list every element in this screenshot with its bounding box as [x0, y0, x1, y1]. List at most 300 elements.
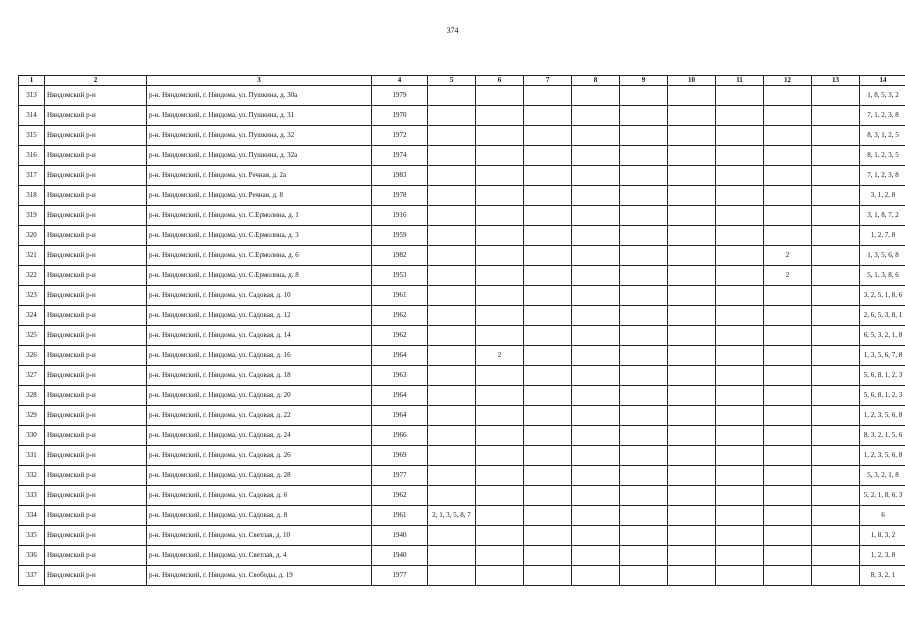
cell-col-10 — [668, 146, 716, 166]
cell-col-13 — [812, 346, 860, 366]
table-row — [19, 106, 905, 126]
cell-col-13 — [812, 406, 860, 426]
cell-col-10 — [668, 126, 716, 146]
cell-year: 1964 — [372, 406, 428, 426]
cell-col-8 — [572, 286, 620, 306]
column-header-5: 5 — [428, 76, 476, 86]
cell-col-5 — [428, 566, 476, 586]
cell-codes: 1, 2, 3, 5, 6, 8 — [860, 406, 905, 426]
cell-address: р-н. Няндомский, г. Няндома, ул. Садовая, д. 6 — [147, 486, 372, 506]
cell-col-10 — [668, 326, 716, 346]
cell-col-7 — [524, 566, 572, 586]
cell-col-10 — [668, 446, 716, 466]
cell-codes: 7, 1, 2, 3, 8 — [860, 106, 905, 126]
cell-codes: 7, 1, 2, 3, 8 — [860, 166, 905, 186]
cell-col-6 — [476, 326, 524, 346]
cell-col-5 — [428, 126, 476, 146]
cell-col-9 — [620, 386, 668, 406]
cell-col-13 — [812, 466, 860, 486]
cell-row-number: 326 — [19, 346, 45, 366]
column-header-9: 9 — [620, 76, 668, 86]
column-header-3: 3 — [147, 76, 372, 86]
cell-col-6 — [476, 106, 524, 126]
cell-codes: 2, 6, 5, 3, 8, 1 — [860, 306, 905, 326]
cell-col-9 — [620, 306, 668, 326]
cell-col-11 — [716, 126, 764, 146]
cell-year: 1977 — [372, 566, 428, 586]
cell-address: р-н. Няндомский, г. Няндома, ул. С.Ермолина, д. 1 — [147, 206, 372, 226]
table-row — [19, 326, 905, 346]
cell-col-10 — [668, 166, 716, 186]
cell-col-11 — [716, 166, 764, 186]
cell-col-11 — [716, 326, 764, 346]
cell-col-11 — [716, 366, 764, 386]
cell-row-number: 322 — [19, 266, 45, 286]
cell-district: Няндомский р-н — [45, 226, 147, 246]
cell-col-6 — [476, 306, 524, 326]
cell-col-13 — [812, 86, 860, 106]
cell-col-7 — [524, 366, 572, 386]
cell-col-12 — [764, 446, 812, 466]
cell-col-8 — [572, 506, 620, 526]
table-row — [19, 406, 905, 426]
cell-col-5 — [428, 266, 476, 286]
cell-col-7 — [524, 306, 572, 326]
cell-col-8 — [572, 266, 620, 286]
cell-col-11 — [716, 526, 764, 546]
cell-col-11 — [716, 86, 764, 106]
cell-col-13 — [812, 486, 860, 506]
cell-address: р-н. Няндомский, г. Няндома, ул. Речная, д. 8 — [147, 186, 372, 206]
cell-codes: 5, 3, 2, 1, 8 — [860, 466, 905, 486]
cell-col-11 — [716, 266, 764, 286]
cell-col-10 — [668, 526, 716, 546]
cell-col-7 — [524, 386, 572, 406]
cell-codes: 1, 2, 7, 8 — [860, 226, 905, 246]
cell-row-number: 332 — [19, 466, 45, 486]
cell-col-8 — [572, 406, 620, 426]
cell-col-8 — [572, 466, 620, 486]
cell-col-9 — [620, 366, 668, 386]
column-header-13: 13 — [812, 76, 860, 86]
cell-col-6 — [476, 286, 524, 306]
cell-district: Няндомский р-н — [45, 426, 147, 446]
cell-row-number: 323 — [19, 286, 45, 306]
cell-district: Няндомский р-н — [45, 306, 147, 326]
cell-district: Няндомский р-н — [45, 486, 147, 506]
cell-row-number: 319 — [19, 206, 45, 226]
cell-year: 1940 — [372, 526, 428, 546]
cell-district: Няндомский р-н — [45, 546, 147, 566]
cell-col-9 — [620, 566, 668, 586]
cell-col-9 — [620, 166, 668, 186]
cell-col-7 — [524, 326, 572, 346]
cell-col-12 — [764, 146, 812, 166]
cell-col-12 — [764, 546, 812, 566]
cell-col-12 — [764, 166, 812, 186]
table-row — [19, 286, 905, 306]
cell-district: Няндомский р-н — [45, 166, 147, 186]
cell-col-11 — [716, 106, 764, 126]
cell-col-11 — [716, 446, 764, 466]
cell-col-8 — [572, 126, 620, 146]
cell-col-9 — [620, 246, 668, 266]
cell-col-8 — [572, 246, 620, 266]
cell-col-7 — [524, 266, 572, 286]
table-body — [19, 86, 905, 586]
table-row — [19, 506, 905, 526]
cell-col-13 — [812, 326, 860, 346]
cell-col-12 — [764, 106, 812, 126]
cell-col-6 — [476, 126, 524, 146]
column-header-14: 14 — [860, 76, 905, 86]
cell-col-11 — [716, 566, 764, 586]
table-row — [19, 246, 905, 266]
cell-year: 1959 — [372, 226, 428, 246]
cell-col-6 — [476, 466, 524, 486]
table-row — [19, 486, 905, 506]
cell-col-6: 2 — [476, 346, 524, 366]
cell-address: р-н. Няндомский, г. Няндома, ул. Садовая, д. 20 — [147, 386, 372, 406]
cell-col-5 — [428, 486, 476, 506]
cell-district: Няндомский р-н — [45, 246, 147, 266]
cell-col-9 — [620, 286, 668, 306]
cell-col-11 — [716, 406, 764, 426]
cell-codes: 5, 6, 8, 1, 2, 3 — [860, 366, 905, 386]
table-header-row — [19, 76, 905, 86]
cell-col-6 — [476, 526, 524, 546]
cell-year: 1916 — [372, 206, 428, 226]
cell-col-12 — [764, 206, 812, 226]
cell-codes: 3, 1, 8, 7, 2 — [860, 206, 905, 226]
cell-col-10 — [668, 386, 716, 406]
cell-col-6 — [476, 206, 524, 226]
cell-district: Няндомский р-н — [45, 526, 147, 546]
cell-address: р-н. Няндомский, г. Няндома, ул. Садовая, д. 28 — [147, 466, 372, 486]
cell-year: 1964 — [372, 386, 428, 406]
cell-col-5 — [428, 526, 476, 546]
cell-col-11 — [716, 386, 764, 406]
cell-col-11 — [716, 466, 764, 486]
cell-col-9 — [620, 526, 668, 546]
cell-col-7 — [524, 446, 572, 466]
cell-col-6 — [476, 146, 524, 166]
table-row — [19, 386, 905, 406]
cell-col-8 — [572, 206, 620, 226]
cell-row-number: 333 — [19, 486, 45, 506]
cell-col-5 — [428, 286, 476, 306]
cell-col-9 — [620, 186, 668, 206]
cell-codes: 3, 1, 2, 8 — [860, 186, 905, 206]
column-header-8: 8 — [572, 76, 620, 86]
cell-col-9 — [620, 506, 668, 526]
cell-col-10 — [668, 226, 716, 246]
cell-col-8 — [572, 486, 620, 506]
cell-col-5 — [428, 246, 476, 266]
cell-col-11 — [716, 546, 764, 566]
cell-year: 1978 — [372, 186, 428, 206]
cell-col-8 — [572, 546, 620, 566]
cell-col-9 — [620, 86, 668, 106]
cell-col-10 — [668, 206, 716, 226]
cell-col-10 — [668, 306, 716, 326]
cell-col-7 — [524, 246, 572, 266]
cell-row-number: 318 — [19, 186, 45, 206]
column-header-12: 12 — [764, 76, 812, 86]
cell-col-10 — [668, 346, 716, 366]
cell-col-7 — [524, 226, 572, 246]
cell-address: р-н. Няндомский, г. Няндома, ул. Пушкина, д. 30а — [147, 86, 372, 106]
cell-address: р-н. Няндомский, г. Няндома, ул. Садовая, д. 26 — [147, 446, 372, 466]
cell-district: Няндомский р-н — [45, 506, 147, 526]
cell-year: 1962 — [372, 306, 428, 326]
cell-district: Няндомский р-н — [45, 346, 147, 366]
cell-district: Няндомский р-н — [45, 206, 147, 226]
cell-col-7 — [524, 106, 572, 126]
cell-col-13 — [812, 446, 860, 466]
cell-col-5 — [428, 166, 476, 186]
cell-col-5 — [428, 106, 476, 126]
cell-address: р-н. Няндомский, г. Няндома, ул. Светлая, д. 4 — [147, 546, 372, 566]
cell-col-13 — [812, 186, 860, 206]
cell-district: Няндомский р-н — [45, 106, 147, 126]
cell-col-9 — [620, 226, 668, 246]
cell-row-number: 327 — [19, 366, 45, 386]
cell-col-10 — [668, 286, 716, 306]
cell-col-9 — [620, 546, 668, 566]
cell-col-11 — [716, 286, 764, 306]
cell-codes: 8, 3, 1, 2, 5 — [860, 126, 905, 146]
cell-codes: 1, 8, 3, 2 — [860, 526, 905, 546]
cell-row-number: 328 — [19, 386, 45, 406]
cell-col-6 — [476, 246, 524, 266]
cell-row-number: 316 — [19, 146, 45, 166]
cell-col-13 — [812, 366, 860, 386]
cell-col-9 — [620, 406, 668, 426]
cell-row-number: 313 — [19, 86, 45, 106]
cell-col-7 — [524, 126, 572, 146]
cell-col-5 — [428, 306, 476, 326]
cell-col-7 — [524, 486, 572, 506]
cell-col-8 — [572, 186, 620, 206]
cell-col-12 — [764, 186, 812, 206]
table-row — [19, 446, 905, 466]
cell-col-13 — [812, 266, 860, 286]
cell-address: р-н. Няндомский, г. Няндома, ул. Речная, д. 2а — [147, 166, 372, 186]
table-row — [19, 186, 905, 206]
cell-district: Няндомский р-н — [45, 286, 147, 306]
cell-col-13 — [812, 226, 860, 246]
cell-col-9 — [620, 106, 668, 126]
cell-col-6 — [476, 266, 524, 286]
cell-col-12 — [764, 346, 812, 366]
cell-col-10 — [668, 366, 716, 386]
cell-col-5 — [428, 226, 476, 246]
cell-col-13 — [812, 206, 860, 226]
cell-codes: 8, 3, 2, 1 — [860, 566, 905, 586]
cell-address: р-н. Няндомский, г. Няндома, ул. Садовая, д. 12 — [147, 306, 372, 326]
cell-col-8 — [572, 326, 620, 346]
cell-year: 1962 — [372, 326, 428, 346]
cell-col-12: 2 — [764, 266, 812, 286]
cell-district: Няндомский р-н — [45, 146, 147, 166]
cell-col-8 — [572, 346, 620, 366]
table-row — [19, 166, 905, 186]
cell-col-5: 2, 1, 3, 5, 8, 7 — [428, 506, 476, 526]
cell-col-12: 2 — [764, 246, 812, 266]
cell-col-10 — [668, 486, 716, 506]
cell-col-10 — [668, 106, 716, 126]
cell-year: 1979 — [372, 86, 428, 106]
cell-col-8 — [572, 386, 620, 406]
cell-col-8 — [572, 306, 620, 326]
cell-address: р-н. Няндомский, г. Няндома, ул. Садовая, д. 24 — [147, 426, 372, 446]
cell-col-9 — [620, 446, 668, 466]
cell-address: р-н. Няндомский, г. Няндома, ул. Пушкина, д. 32 — [147, 126, 372, 146]
cell-row-number: 314 — [19, 106, 45, 126]
cell-codes: 8, 1, 2, 3, 5 — [860, 146, 905, 166]
cell-district: Няндомский р-н — [45, 386, 147, 406]
cell-col-11 — [716, 346, 764, 366]
cell-col-5 — [428, 186, 476, 206]
cell-col-9 — [620, 426, 668, 446]
cell-col-9 — [620, 146, 668, 166]
cell-year: 1977 — [372, 466, 428, 486]
cell-codes: 5, 2, 1, 8, 6, 3 — [860, 486, 905, 506]
cell-address: р-н. Няндомский, г. Няндома, ул. Садовая, д. 18 — [147, 366, 372, 386]
cell-codes: 1, 2, 3, 5, 6, 8 — [860, 446, 905, 466]
cell-col-10 — [668, 506, 716, 526]
cell-col-7 — [524, 166, 572, 186]
cell-year: 1940 — [372, 546, 428, 566]
cell-col-8 — [572, 526, 620, 546]
cell-col-13 — [812, 566, 860, 586]
cell-col-6 — [476, 226, 524, 246]
cell-col-11 — [716, 506, 764, 526]
cell-address: р-н. Няндомский, г. Няндома, ул. С.Ермолина, д. 6 — [147, 246, 372, 266]
cell-district: Няндомский р-н — [45, 406, 147, 426]
cell-col-5 — [428, 326, 476, 346]
cell-col-10 — [668, 426, 716, 446]
cell-year: 1983 — [372, 166, 428, 186]
cell-col-7 — [524, 526, 572, 546]
cell-col-5 — [428, 346, 476, 366]
cell-col-6 — [476, 486, 524, 506]
cell-col-7 — [524, 346, 572, 366]
table-row — [19, 466, 905, 486]
cell-codes: 5, 1, 3, 8, 6 — [860, 266, 905, 286]
cell-col-12 — [764, 566, 812, 586]
cell-codes: 3, 2, 5, 1, 8, 6 — [860, 286, 905, 306]
table-row — [19, 206, 905, 226]
cell-row-number: 315 — [19, 126, 45, 146]
cell-col-6 — [476, 446, 524, 466]
cell-codes: 1, 3, 5, 6, 8 — [860, 246, 905, 266]
cell-year: 1953 — [372, 266, 428, 286]
cell-col-6 — [476, 86, 524, 106]
cell-col-5 — [428, 446, 476, 466]
cell-col-8 — [572, 146, 620, 166]
cell-col-5 — [428, 406, 476, 426]
column-header-1: 1 — [19, 76, 45, 86]
cell-col-12 — [764, 526, 812, 546]
cell-col-12 — [764, 126, 812, 146]
cell-col-6 — [476, 426, 524, 446]
cell-col-9 — [620, 486, 668, 506]
cell-col-13 — [812, 126, 860, 146]
cell-row-number: 320 — [19, 226, 45, 246]
cell-col-7 — [524, 506, 572, 526]
cell-col-12 — [764, 506, 812, 526]
cell-col-5 — [428, 546, 476, 566]
cell-year: 1966 — [372, 426, 428, 446]
table-row — [19, 226, 905, 246]
cell-row-number: 336 — [19, 546, 45, 566]
cell-col-5 — [428, 86, 476, 106]
cell-col-13 — [812, 506, 860, 526]
cell-col-12 — [764, 466, 812, 486]
cell-col-13 — [812, 286, 860, 306]
cell-col-6 — [476, 546, 524, 566]
cell-col-12 — [764, 306, 812, 326]
table-row — [19, 266, 905, 286]
cell-col-9 — [620, 326, 668, 346]
cell-col-8 — [572, 106, 620, 126]
cell-col-5 — [428, 206, 476, 226]
cell-col-11 — [716, 226, 764, 246]
cell-row-number: 317 — [19, 166, 45, 186]
cell-col-5 — [428, 146, 476, 166]
cell-col-13 — [812, 526, 860, 546]
table-row — [19, 346, 905, 366]
cell-col-11 — [716, 426, 764, 446]
cell-col-12 — [764, 426, 812, 446]
cell-year: 1961 — [372, 286, 428, 306]
cell-address: р-н. Няндомский, г. Няндома, ул. Садовая, д. 16 — [147, 346, 372, 366]
cell-col-9 — [620, 346, 668, 366]
cell-district: Няндомский р-н — [45, 566, 147, 586]
cell-codes: 1, 3, 5, 6, 7, 8 — [860, 346, 905, 366]
cell-col-8 — [572, 166, 620, 186]
cell-col-11 — [716, 486, 764, 506]
table-row — [19, 526, 905, 546]
cell-col-11 — [716, 146, 764, 166]
cell-district: Няндомский р-н — [45, 266, 147, 286]
cell-address: р-н. Няндомский, г. Няндома, ул. Пушкина, д. 32а — [147, 146, 372, 166]
table-row — [19, 126, 905, 146]
column-header-4: 4 — [372, 76, 428, 86]
page-number: 374 — [446, 26, 459, 35]
column-header-6: 6 — [476, 76, 524, 86]
cell-district: Няндомский р-н — [45, 366, 147, 386]
cell-col-9 — [620, 206, 668, 226]
cell-col-13 — [812, 306, 860, 326]
cell-address: р-н. Няндомский, г. Няндома, ул. Садовая, д. 14 — [147, 326, 372, 346]
cell-year: 1962 — [372, 486, 428, 506]
cell-col-11 — [716, 206, 764, 226]
cell-col-5 — [428, 426, 476, 446]
cell-col-7 — [524, 206, 572, 226]
cell-col-8 — [572, 446, 620, 466]
cell-col-12 — [764, 406, 812, 426]
cell-col-12 — [764, 366, 812, 386]
cell-year: 1982 — [372, 246, 428, 266]
cell-col-11 — [716, 306, 764, 326]
cell-col-13 — [812, 146, 860, 166]
cell-col-6 — [476, 506, 524, 526]
table-row — [19, 306, 905, 326]
cell-col-7 — [524, 186, 572, 206]
